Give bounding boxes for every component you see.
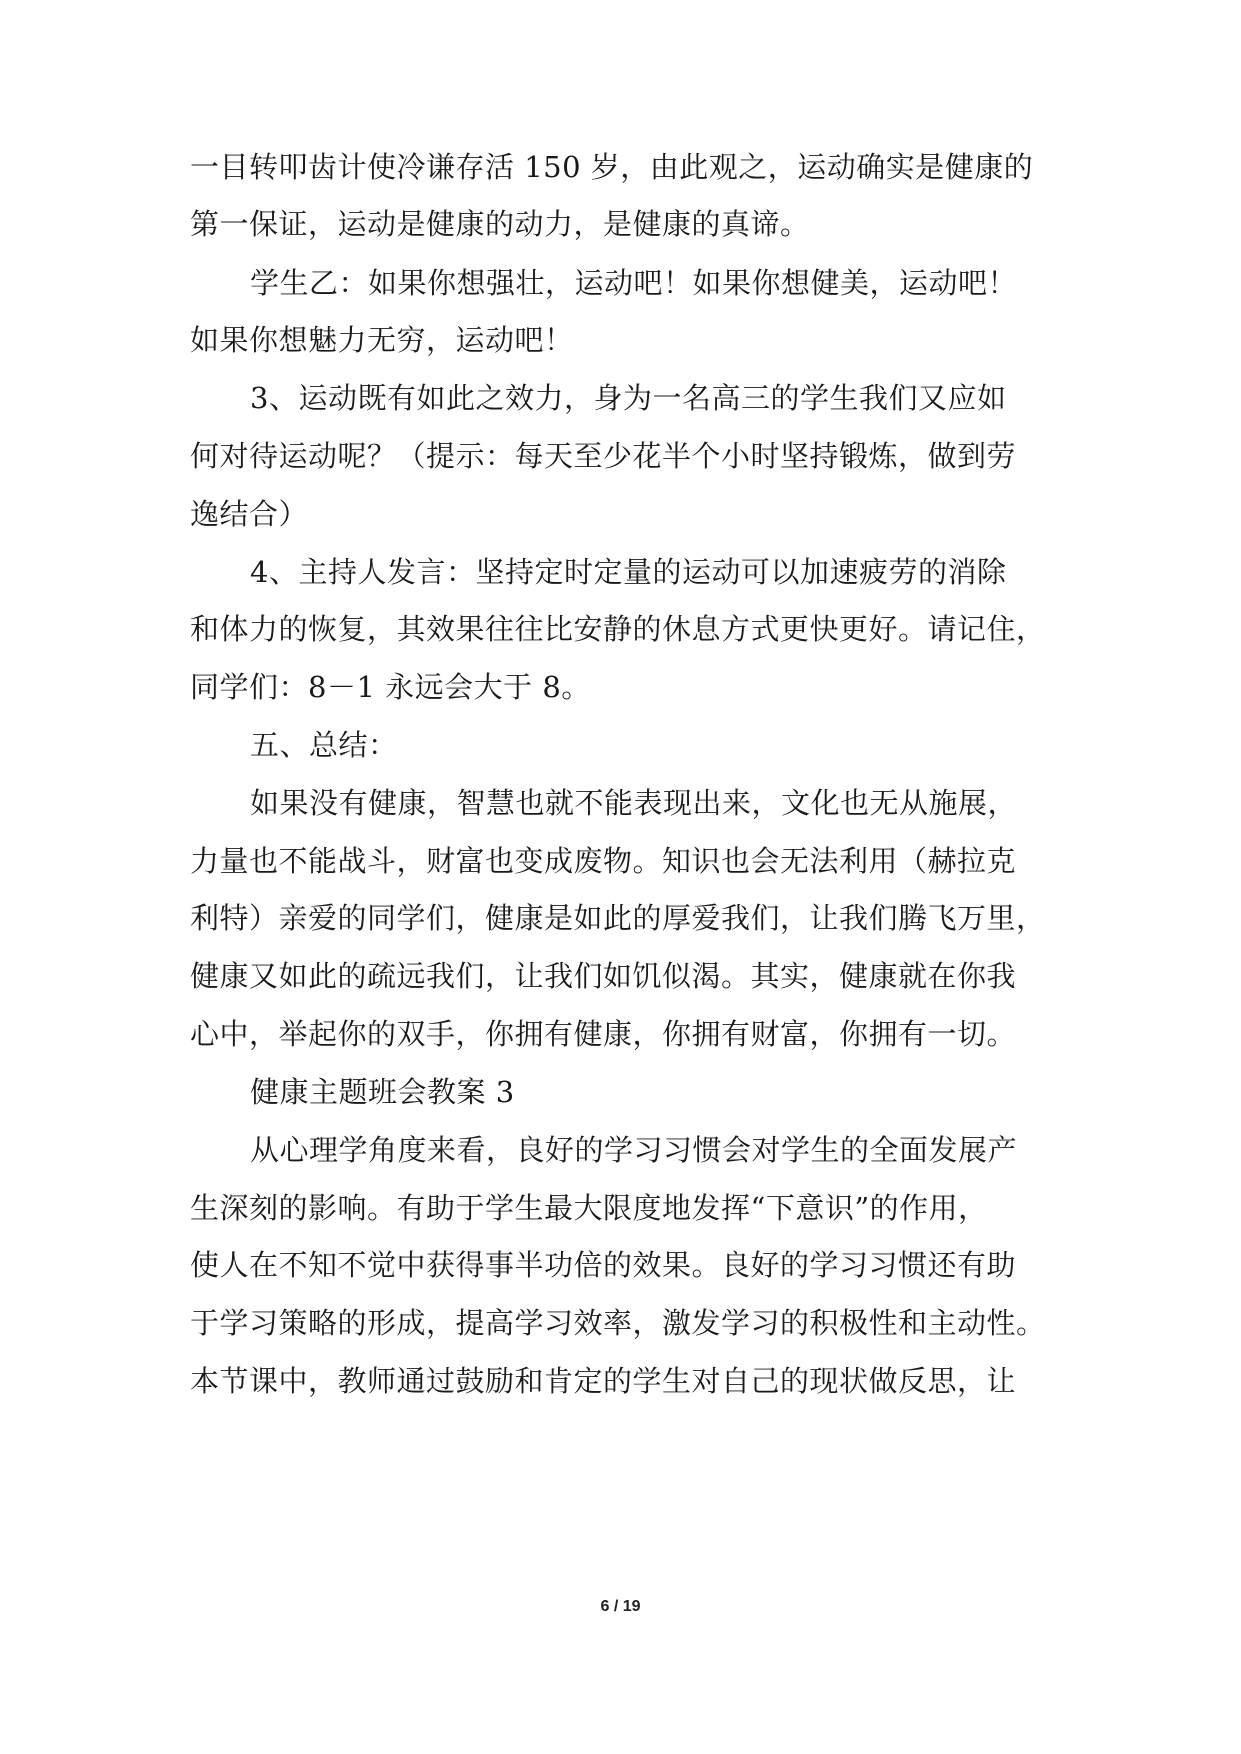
text-line: 3、运动既有如此之效力，身为一名高三的学生我们又应如 <box>250 381 1007 415</box>
text-line: 4、主持人发言：坚持定时定量的运动可以加速疲劳的消除 <box>250 555 1007 589</box>
text-line: 本节课中，教师通过鼓励和肯定的学生对自己的现状做反思，让 <box>190 1364 1017 1398</box>
text-line: 何对待运动呢？（提示：每天至少花半个小时坚持锻炼，做到劳 <box>190 439 1017 473</box>
text-line: 同学们：8－1 永远会大于 8。 <box>190 670 591 704</box>
text-line: 使人在不知不觉中获得事半功倍的效果。良好的学习习惯还有助 <box>190 1248 1017 1282</box>
text-line: 和体力的恢复，其效果往往比安静的休息方式更快更好。请记住， <box>190 612 1046 646</box>
page-number: 6 / 19 <box>600 1598 641 1615</box>
section-heading: 五、总结： <box>250 728 398 762</box>
text-line: 如果没有健康，智慧也就不能表现出来，文化也无从施展， <box>250 786 1018 820</box>
text-line: 学生乙：如果你想强壮，运动吧！如果你想健美，运动吧！ <box>250 266 1018 300</box>
text-line: 生深刻的影响。有助于学生最大限度地发挥“下意识”的作用， <box>190 1191 988 1225</box>
text-line: 第一保证，运动是健康的动力，是健康的真谛。 <box>190 207 810 241</box>
text-line: 利特）亲爱的同学们，健康是如此的厚爱我们，让我们腾飞万里， <box>190 901 1046 935</box>
text-line: 如果你想魅力无穷，运动吧！ <box>190 323 574 357</box>
text-line: 心中，举起你的双手，你拥有健康，你拥有财富，你拥有一切。 <box>190 1017 1017 1051</box>
section-heading: 健康主题班会教案 3 <box>250 1075 515 1109</box>
text-line: 于学习策略的形成，提高学习效率，激发学习的积极性和主动性。 <box>190 1306 1046 1340</box>
text-line: 一目转叩齿计使冷谦存活 150 岁，由此观之，运动确实是健康的 <box>190 150 1034 184</box>
text-line: 力量也不能战斗，财富也变成废物。知识也会无法利用（赫拉克 <box>190 844 1017 878</box>
text-line: 健康又如此的疏远我们，让我们如饥似渴。其实，健康就在你我 <box>190 959 1017 993</box>
text-line: 逸结合） <box>190 497 309 531</box>
text-line: 从心理学角度来看，良好的学习习惯会对学生的全面发展产 <box>250 1133 1018 1167</box>
